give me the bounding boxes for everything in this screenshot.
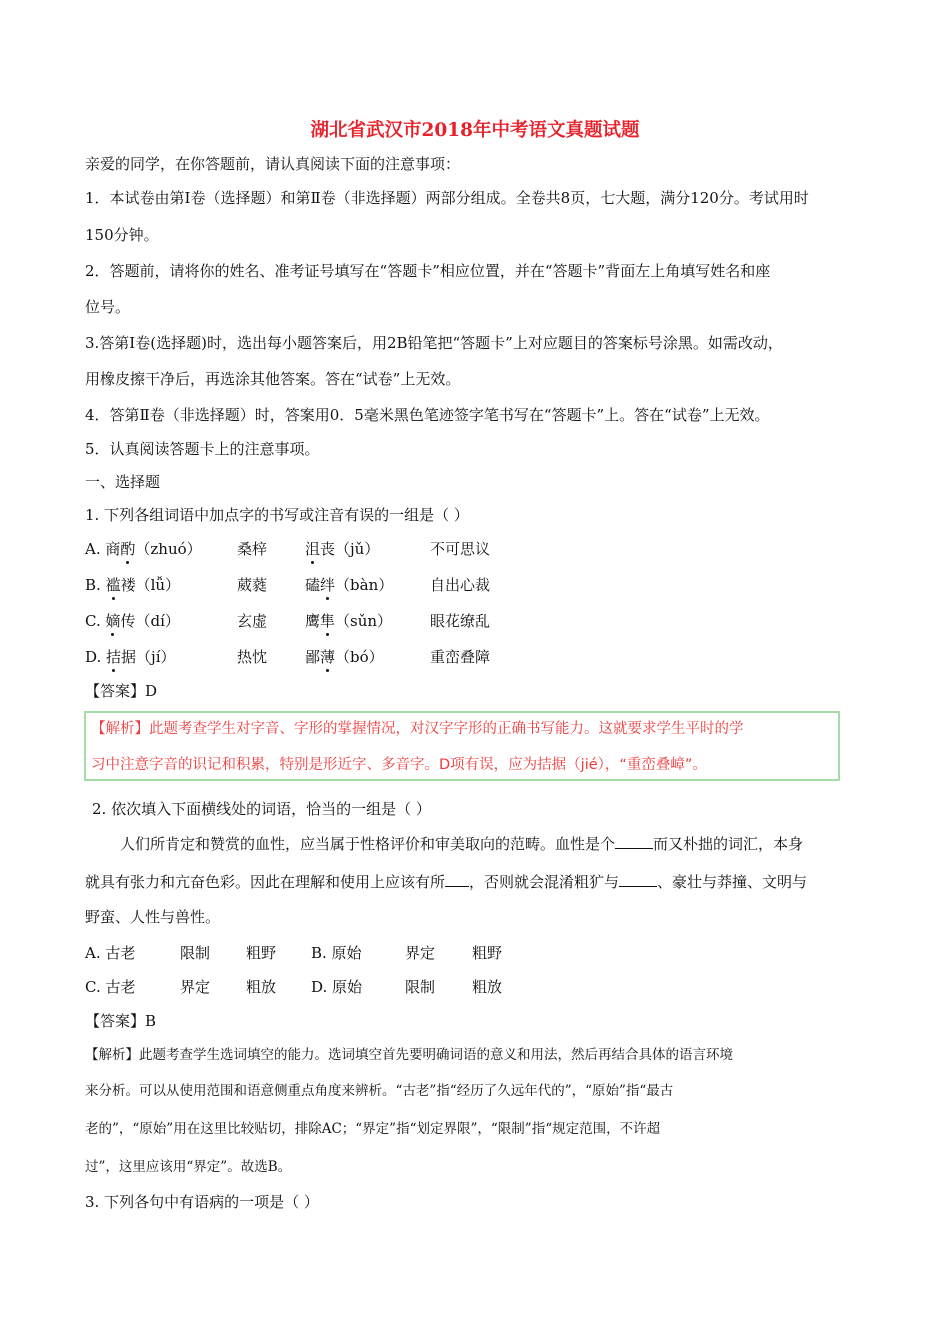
q1-option-d-2: 热忱 (237, 648, 268, 666)
q2-passage-line-3: 野蛮、人性与兽性。 (85, 908, 221, 926)
q2-option-a-1: A. 古老 (85, 944, 136, 962)
q1-option-d-3: 鄙薄（bó） (305, 648, 384, 666)
q2-answer: 【答案】B (85, 1012, 157, 1030)
q2-explanation-line-3: 老的”，“原始”用在这里比较贴切，排除AC；“界定”指“划定界限”，“限制”指“规定范围，不许超 (85, 1121, 661, 1137)
notice-3-cont: 用橡皮擦干净后，再选涂其他答案。答在“试卷”上无效。 (85, 370, 461, 388)
q2-explanation-line-4: 过”，这里应该用“界定”。故选B。 (85, 1159, 292, 1175)
section-heading: 一、选择题 (85, 473, 161, 491)
q1-explanation-box (84, 711, 840, 781)
q1-option-c-4: 眼花缭乱 (430, 612, 491, 630)
q1-option-b-4: 自出心裁 (430, 576, 491, 594)
q1-option-c-3: 鹰隼（sǔn） (305, 612, 393, 630)
q2-option-c-3: 粗放 (246, 978, 277, 996)
notice-1: 1．本试卷由第Ⅰ卷（选择题）和第Ⅱ卷（非选择题）两部分组成。全卷共8页，七大题，满分120分。考试用时 (85, 189, 809, 207)
q1-option-b-3: 磕绊（bàn） (305, 576, 394, 594)
q1-answer: 【答案】D (85, 682, 158, 700)
notice-4: 4．答第Ⅱ卷（非选择题）时，答案用0．5毫米黑色笔迹签字笔书写在“答题卡”上。答在“试卷”上无效。 (85, 406, 770, 424)
q2-option-c-2: 界定 (180, 978, 211, 996)
q2-explanation-line-2: 来分析。可以从使用范围和语意侧重点角度来辨析。“古老”指“经历了久远年代的”，“原始”指“最古 (85, 1083, 674, 1099)
q2-option-c-1: C. 古老 (85, 978, 136, 996)
blank-1 (615, 833, 653, 849)
notice-2: 2．答题前，请将你的姓名、准考证号填写在“答题卡”相应位置，并在“答题卡”背面左上角填写姓名和座 (85, 262, 771, 280)
q1-option-c-2: 玄虚 (237, 612, 268, 630)
q2-option-b-3: 粗野 (472, 944, 503, 962)
blank-3 (619, 871, 657, 887)
q1-option-a-3: 沮丧（jǔ） (305, 540, 380, 558)
notice-3: 3.答第Ⅰ卷(选择题)时，选出每小题答案后，用2B铅笔把“答题卡”上对应题目的答案标号涂黑。如需改动， (85, 334, 783, 352)
blank-2 (445, 871, 469, 887)
q1-option-a-1: A. 商酌（zhuó） (85, 540, 202, 558)
q2-stem: 2. 依次填入下面横线处的词语，恰当的一组是（ ） (92, 800, 431, 818)
q1-option-d-1: D. 拮据（jí） (85, 648, 176, 666)
q1-option-b-2: 葳蕤 (237, 576, 268, 594)
q2-option-b-2: 界定 (405, 944, 436, 962)
notice-2-cont: 位号。 (85, 298, 131, 316)
q1-option-a-4: 不可思议 (430, 540, 491, 558)
q2-option-d-1: D. 原始 (311, 978, 363, 996)
q3-stem: 3. 下列各句中有语病的一项是（ ） (85, 1193, 319, 1211)
notice-1-cont: 150分钟。 (85, 226, 159, 244)
q1-stem: 1. 下列各组词语中加点字的书写或注音有误的一组是（ ） (85, 506, 469, 524)
q1-option-a-2: 桑梓 (237, 540, 268, 558)
q1-option-d-4: 重峦叠障 (430, 648, 491, 666)
q2-passage-line-2: 就具有张力和亢奋色彩。因此在理解和使用上应该有所 ，否则就会混淆粗犷与 、豪壮与莽撞、文明与 (85, 873, 808, 891)
q1-explanation-line-2: 习中注意字音的识记和积累，特别是形近字、多音字。D项有误，应为拮据（jié），“重峦叠嶂”。 (91, 757, 707, 773)
page-title: 湖北省武汉市2018年中考语文真题试题 (310, 120, 640, 141)
q2-passage-line-1: 人们所肯定和赞赏的血性，应当属于性格评价和审美取向的范畴。血性是个 而又朴拙的词汇，本身 (120, 835, 804, 853)
notice-5: 5．认真阅读答题卡上的注意事项。 (85, 440, 320, 458)
q2-option-a-2: 限制 (180, 944, 211, 962)
q2-explanation-line-1: 【解析】此题考查学生选词填空的能力。选词填空首先要明确词语的意义和用法，然后再结合具体的语言环境 (85, 1047, 733, 1063)
q2-option-b-1: B. 原始 (311, 944, 362, 962)
q1-option-c-1: C. 嫡传（dí） (85, 612, 180, 630)
q1-explanation-line-1: 【解析】此题考查学生对字音、字形的掌握情况，对汉字字形的正确书写能力。这就要求学生平时的学 (91, 721, 744, 737)
notice-intro: 亲爱的同学，在你答题前，请认真阅读下面的注意事项： (85, 155, 461, 173)
q2-option-d-3: 粗放 (472, 978, 503, 996)
q2-option-a-3: 粗野 (246, 944, 277, 962)
q2-option-d-2: 限制 (405, 978, 436, 996)
q1-option-b-1: B. 褴褛（lǚ） (85, 576, 181, 594)
